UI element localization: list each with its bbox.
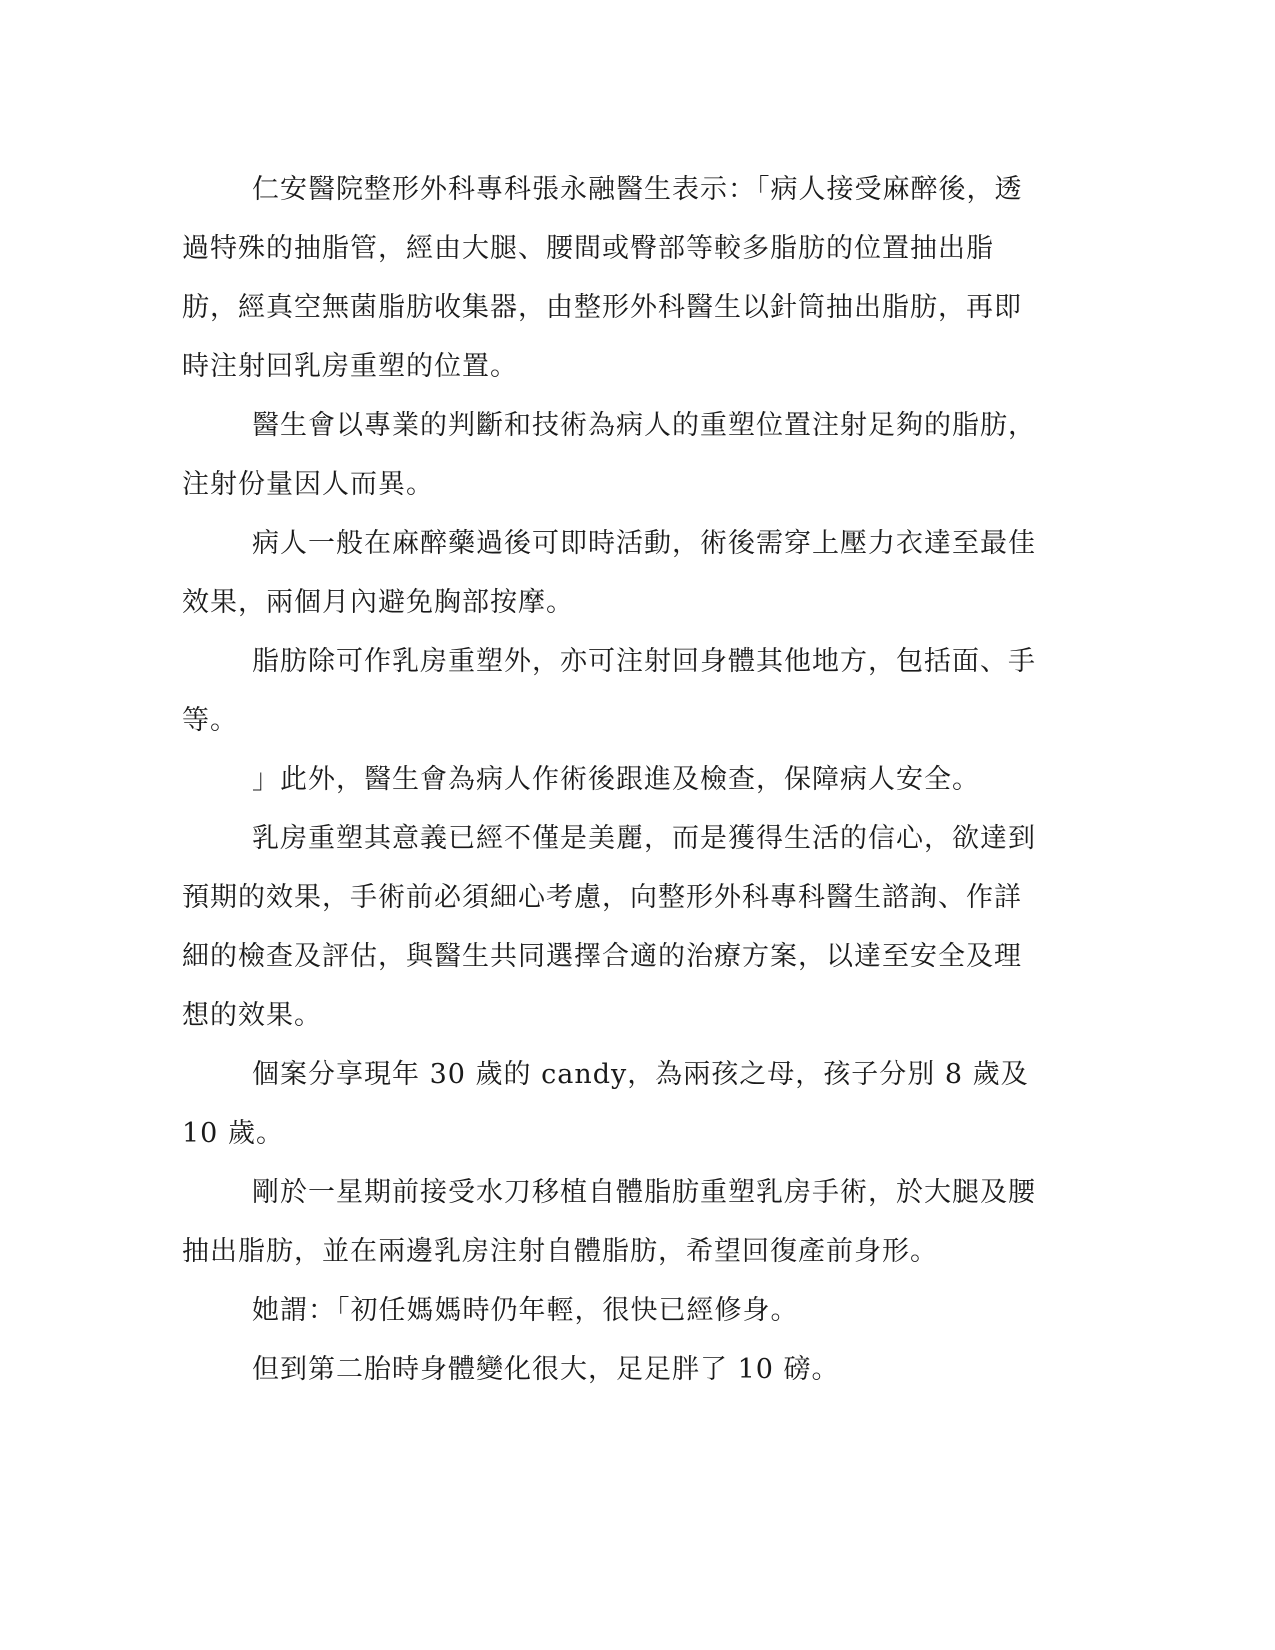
paragraph-quote-start: 她謂：「初任媽媽時仍年輕，很快已經修身。 <box>252 1295 799 1326</box>
paragraph-case-intro: 個案分享現年 30 歲的 candy，為兩孩之母，孩子分別 8 歲及 10 歲。 <box>182 1059 1029 1149</box>
paragraph-significance: 乳房重塑其意義已經不僅是美麗，而是獲得生活的信心，欲達到預期的效果，手術前必須細心考慮，向整形外科專科醫生諮詢、作詳細的檢查及評估，與醫生共同選擇合適的治療方案，以達至安全及理想的效果。 <box>182 823 1036 1031</box>
paragraph-case-surgery: 剛於一星期前接受水刀移植自體脂肪重塑乳房手術，於大腿及腰抽出脂肪，並在兩邊乳房注射自體脂肪，希望回復產前身形。 <box>182 1177 1036 1267</box>
paragraph-injection-amount: 醫生會以專業的判斷和技術為病人的重塑位置注射足夠的脂肪，注射份量因人而異。 <box>182 410 1036 500</box>
article-body <box>182 160 1042 1399</box>
paragraph-follow-up: 」此外，醫生會為病人作術後跟進及檢查，保障病人安全。 <box>252 764 980 795</box>
paragraph-recovery: 病人一般在麻醉藥過後可即時活動，術後需穿上壓力衣達至最佳效果，兩個月內避免胸部按摩。 <box>182 528 1036 618</box>
paragraph-quote-weight: 但到第二胎時身體變化很大，足足胖了 10 磅。 <box>252 1354 840 1385</box>
paragraph-doctor-statement: 仁安醫院整形外科專科張永融醫生表示：「病人接受麻醉後，透過特殊的抽脂管，經由大腿、腰間或臀部等較多脂肪的位置抽出脂肪，經真空無菌脂肪收集器，由整形外科醫生以針筒抽出脂肪，再即時注射回乳房重塑的位置。 <box>182 174 1023 382</box>
paragraph-other-areas: 脂肪除可作乳房重塑外，亦可注射回身體其他地方，包括面、手等。 <box>182 646 1036 736</box>
